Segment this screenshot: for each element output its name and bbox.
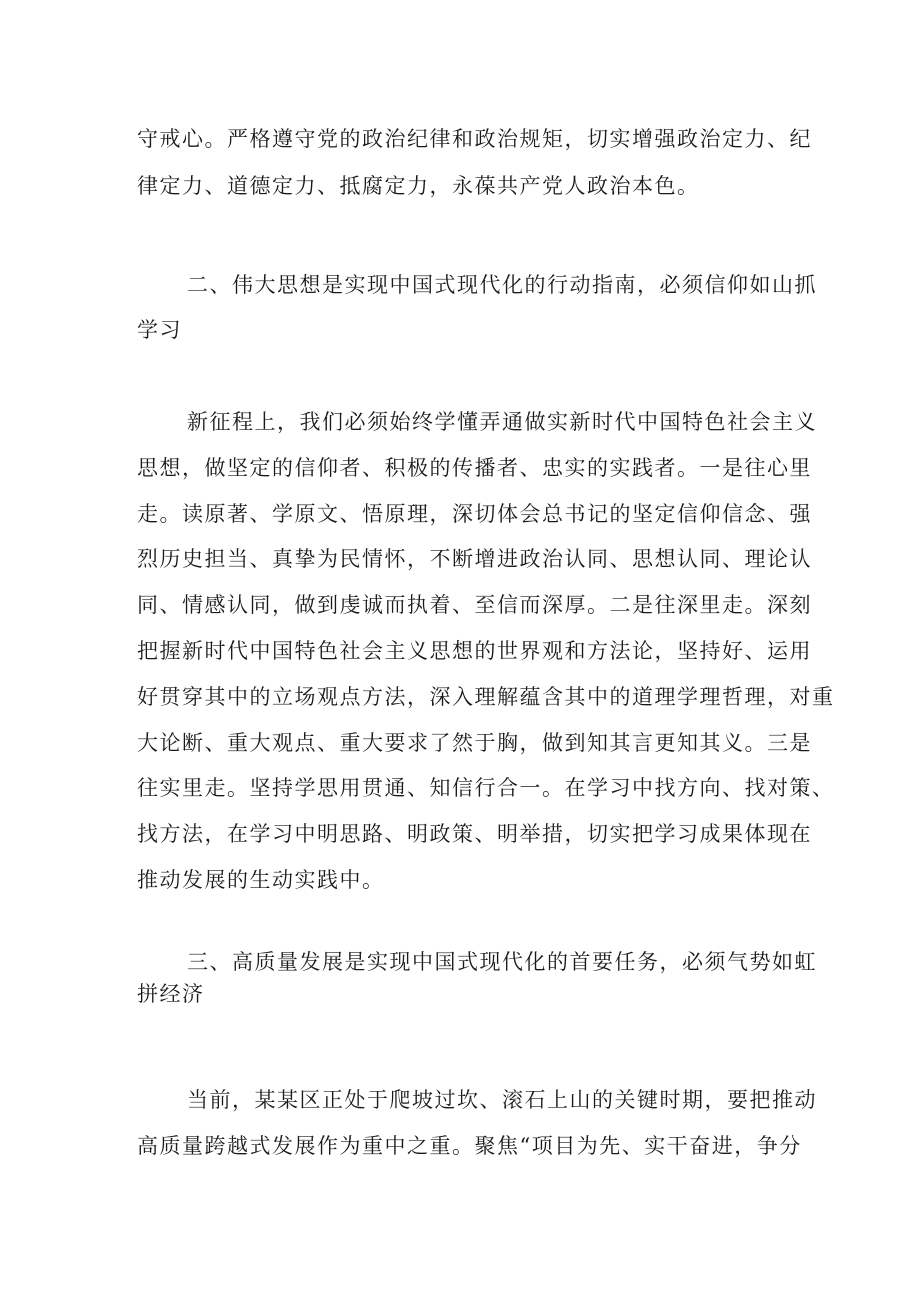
section-3-body — [137, 1083, 817, 1175]
text-line: 高质量跨越式发展作为重中之重。聚焦“项目为先、实干奋进，争分 — [137, 1134, 802, 1158]
text-line: 大论断、重大观点、重大要求了然于胸，做到知其言更知其义。三是 — [137, 730, 812, 755]
text-line: 推动发展的生动实践中。 — [137, 867, 385, 892]
text-line: 把握新时代中国特色社会主义思想的世界观和方法论，坚持好、运用 — [137, 638, 812, 663]
text-line: 找方法，在学习中明思路、明政策、明举措，切实把学习成果体现在 — [137, 822, 812, 847]
text-line: 新征程上，我们必须始终学懂弄通做实新时代中国特色社会主义 — [187, 410, 817, 434]
text-line: 同、情感认同，做到虔诚而执着、至信而深厚。二是往深里走。深刻 — [137, 593, 812, 618]
text-line: 烈历史担当、真挚为民情怀，不断增进政治认同、思想认同、理论认 — [137, 547, 812, 572]
text-line: 守戒心。严格遵守党的政治纪律和政治规矩，切实增强政治定力、纪 — [137, 127, 812, 151]
paragraph-continuation — [137, 122, 812, 216]
heading-line: 学习 — [137, 318, 182, 342]
text-line: 走。读原著、学原文、悟原理，深切体会总书记的坚定信仰信念、强 — [137, 501, 812, 526]
text-line: 律定力、道德定力、抵腐定力，永葆共产党人政治本色。 — [137, 174, 700, 198]
text-line: 当前，某某区正处于爬坡过坎、滚石上山的关键时期，要把推动 — [187, 1088, 817, 1112]
text-line: 思想，做坚定的信仰者、积极的传播者、忠实的实践者。一是往心里 — [137, 455, 812, 480]
text-line: 往实里走。坚持学思用贯通、知信行合一。在学习中找方向、找对策、 — [137, 776, 835, 801]
text-line: 好贯穿其中的立场观点方法，深入理解蕴含其中的道理学理哲理，对重 — [137, 684, 835, 709]
section-2-body — [137, 405, 835, 909]
heading-line: 三、高质量发展是实现中国式现代化的首要任务，必须气势如虹 — [187, 950, 817, 974]
section-heading-3 — [137, 946, 817, 1010]
heading-line: 二、伟大思想是实现中国式现代化的行动指南，必须信仰如山抓 — [187, 273, 817, 297]
heading-line: 拼经济 — [137, 982, 205, 1006]
section-heading-2 — [137, 268, 817, 358]
